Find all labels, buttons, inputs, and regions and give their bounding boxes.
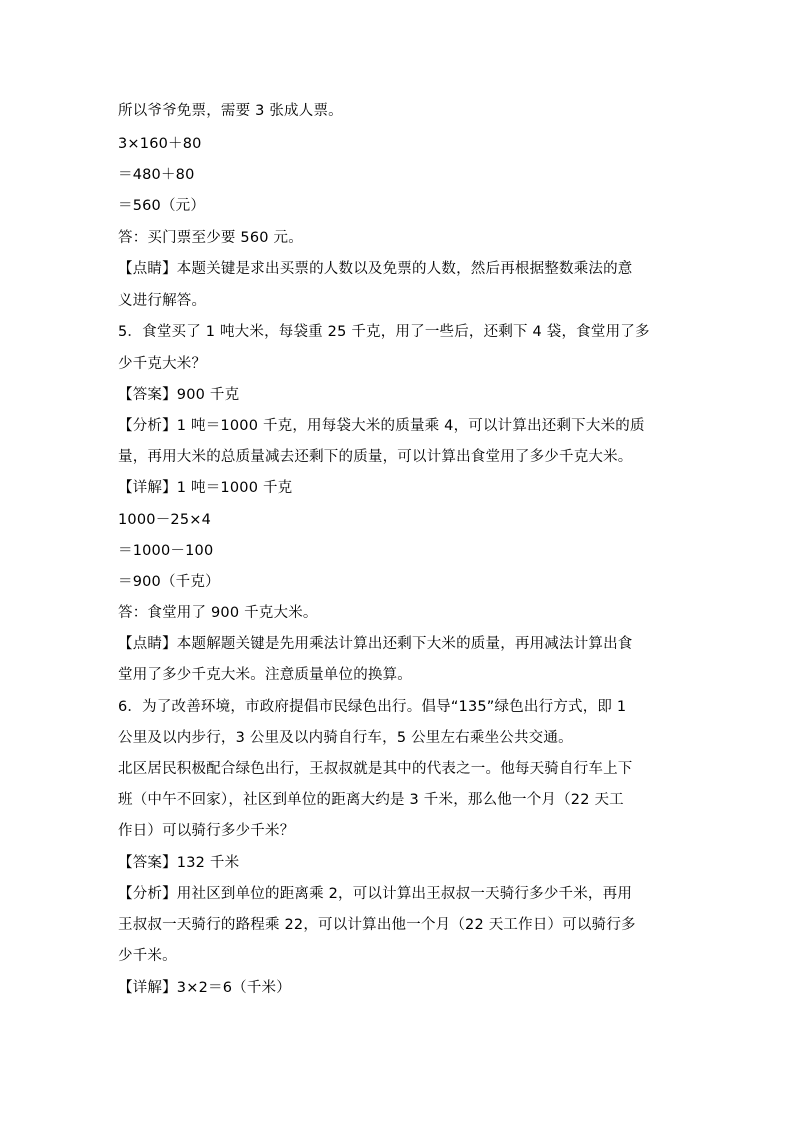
text-line: 【答案】132 千米 — [118, 855, 240, 871]
text-line: 作日）可以骑行多少千米？ — [118, 823, 295, 839]
text-line: 所以爷爷免票，需要 3 张成人票。 — [118, 103, 343, 119]
text-line: 答：买门票至少要 560 元。 — [118, 230, 303, 246]
text-line: 公里及以内步行，3 公里及以内骑自行车，5 公里左右乘坐公共交通。 — [118, 730, 573, 746]
text-line: 义进行解答。 — [118, 293, 207, 309]
text-line: 答：食堂用了 900 千克大米。 — [118, 605, 318, 621]
text-line: 王叔叔一天骑行的路程乘 22，可以计算出他一个月（22 天工作日）可以骑行多 — [118, 917, 636, 933]
text-line: ＝900（千克） — [118, 574, 220, 590]
text-line: 1000－25×4 — [118, 512, 212, 528]
text-line: ＝1000－100 — [118, 543, 214, 559]
text-line: 少千米。 — [118, 948, 177, 964]
text-line: 3×160＋80 — [118, 136, 202, 152]
text-line: 北区居民积极配合绿色出行，王叔叔就是其中的代表之一。他每天骑自行车上下 — [118, 761, 633, 777]
text-line: ＝560（元） — [118, 198, 206, 214]
text-line: 【分析】用社区到单位的距离乘 2，可以计算出王叔叔一天骑行多少千米，再用 — [118, 886, 633, 902]
text-line: 【详解】1 吨＝1000 千克 — [118, 480, 293, 496]
text-line: 5．食堂买了 1 吨大米，每袋重 25 千克，用了一些后，还剩下 4 袋，食堂用了多 — [118, 324, 650, 340]
text-line: 堂用了多少千克大米。注意质量单位的换算。 — [118, 667, 412, 683]
text-line: 【答案】900 千克 — [118, 387, 240, 403]
text-line: 6．为了改善环境，市政府提倡市民绿色出行。倡导“135”绿色出行方式，即 1 — [118, 699, 627, 715]
text-line: 班（中午不回家），社区到单位的距离大约是 3 千米，那么他一个月（22 天工 — [118, 792, 624, 808]
text-line: 【点睛】本题关键是求出买票的人数以及免票的人数，然后再根据整数乘法的意 — [118, 261, 633, 277]
text-line: 【分析】1 吨＝1000 千克，用每袋大米的质量乘 4，可以计算出还剩下大米的质 — [118, 418, 645, 434]
text-line: 少千克大米？ — [118, 356, 207, 372]
text-line: ＝480＋80 — [118, 167, 195, 183]
text-line: 【点睛】本题解题关键是先用乘法计算出还剩下大米的质量，再用减法计算出食 — [118, 636, 633, 652]
text-line: 量，再用大米的总质量减去还剩下的质量，可以计算出食堂用了多少千克大米。 — [118, 449, 633, 465]
text-line: 【详解】3×2＝6（千米） — [118, 980, 291, 996]
